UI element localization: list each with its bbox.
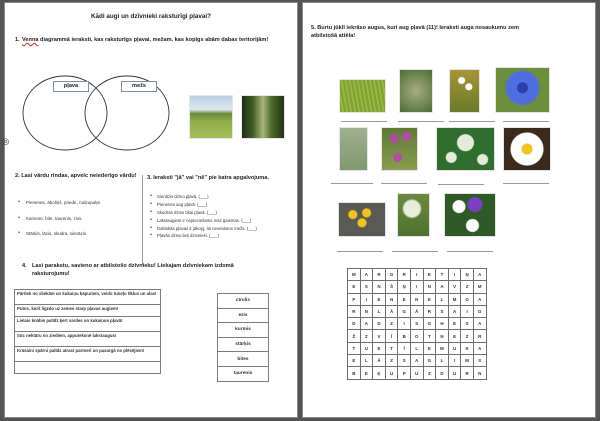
word-search-cell[interactable]: R [423, 305, 436, 317]
word-search-cell[interactable]: S [410, 318, 423, 330]
word-search-cell[interactable]: Ķ [373, 367, 386, 379]
word-search-cell[interactable]: B [348, 367, 361, 379]
word-search-cell[interactable]: R [398, 269, 411, 281]
clip-icon[interactable]: ⦾ [2, 137, 10, 147]
word-search-cell[interactable]: N [473, 367, 486, 379]
word-search-cell[interactable]: Ž [348, 330, 361, 342]
answer-line[interactable] [503, 183, 549, 184]
word-search-cell[interactable]: T [423, 330, 436, 342]
word-search-cell[interactable]: I [448, 269, 461, 281]
list-item: • Dabiskās pļavas ir jākopj, lai neveidotos mežs. (___) [149, 225, 294, 233]
word-search-row [348, 293, 487, 305]
word-search-row [348, 367, 487, 379]
word-search-cell[interactable]: R [348, 305, 361, 317]
answer-line[interactable] [381, 183, 427, 184]
word-search-cell[interactable]: I [410, 281, 423, 293]
word-search-cell[interactable]: I [410, 269, 423, 281]
word-search-cell[interactable]: P [348, 293, 361, 305]
animal-cell[interactable]: bites [218, 352, 269, 367]
venn-diagram [13, 73, 193, 151]
word-search-cell[interactable]: D [473, 305, 486, 317]
word-search-cell[interactable]: T [385, 342, 398, 354]
word-search-cell[interactable]: M [461, 355, 474, 367]
word-search-cell[interactable]: N [410, 293, 423, 305]
word-search-cell[interactable]: Ī [385, 330, 398, 342]
word-search-cell[interactable]: Z [385, 318, 398, 330]
list-item: • Pienenes aug pļavā. (___) [149, 201, 294, 209]
list-item: • Pienenes, āboliņš, priede, rudzupuķe. [17, 200, 137, 216]
word-search-cell[interactable]: Z [461, 330, 474, 342]
spellcheck-word: Venna [22, 37, 39, 43]
word-search-cell[interactable]: Ā [385, 305, 398, 317]
word-search-cell[interactable]: Z [461, 281, 474, 293]
word-search-cell[interactable]: D [373, 318, 386, 330]
word-search-cell[interactable]: A [360, 269, 373, 281]
word-search-cell[interactable]: U [448, 367, 461, 379]
word-search-cell[interactable]: U [385, 367, 398, 379]
word-search-cell[interactable]: R [461, 367, 474, 379]
answer-line[interactable] [392, 251, 438, 252]
word-search-cell[interactable]: O [461, 293, 474, 305]
plant-photo-daisy [503, 127, 551, 171]
animal-cell[interactable]: kurmis [218, 323, 269, 338]
word-search-cell[interactable]: Ņ [398, 281, 411, 293]
word-search-cell[interactable]: B [398, 330, 411, 342]
list-item: • Skudras dzīvo tikai pļavā. (___) [149, 209, 294, 217]
word-search-cell[interactable]: A [473, 342, 486, 354]
word-search-cell[interactable]: S [360, 281, 373, 293]
word-search-cell[interactable]: I [360, 293, 373, 305]
word-search-cell[interactable]: E [423, 269, 436, 281]
word-search-cell[interactable]: O [410, 330, 423, 342]
plant-photo-bellflower [444, 193, 496, 237]
word-search-cell[interactable]: E [423, 342, 436, 354]
answer-line[interactable] [438, 184, 484, 185]
plant-photo-white-small-flowers [449, 69, 480, 113]
word-search-cell[interactable]: G [398, 305, 411, 317]
word-search-cell[interactable]: R [473, 330, 486, 342]
worksheet-page-right [303, 3, 595, 417]
word-search-cell[interactable]: M [473, 281, 486, 293]
word-search-cell[interactable]: E [373, 293, 386, 305]
word-search-cell[interactable]: G [423, 355, 436, 367]
answer-line[interactable] [447, 251, 493, 252]
answer-line[interactable] [449, 121, 495, 122]
word-search-cell[interactable]: Z [423, 367, 436, 379]
plant-photo-yellow-flowers [338, 202, 386, 237]
word-search-cell[interactable]: L [360, 355, 373, 367]
list-item: • Pļavās dzīvo lieli dzīvnieki. (___) [149, 232, 294, 240]
word-search-cell[interactable]: E [373, 342, 386, 354]
description-cell[interactable]: Krāsaini spārni palīdz atrast partneri un pasargā no plēsējiem! [15, 347, 161, 362]
word-search-cell[interactable]: V [448, 281, 461, 293]
word-search-cell[interactable]: Z [385, 355, 398, 367]
word-search-cell[interactable]: A [436, 281, 449, 293]
task2-heading: 2. Lasi vārdu rindas, apvelc neiederīgo vārdu! [15, 173, 137, 179]
word-search-cell[interactable]: A [410, 355, 423, 367]
word-search-cell[interactable]: I [448, 355, 461, 367]
plant-photo-wormwood [339, 127, 368, 171]
word-search-cell[interactable]: U [410, 367, 423, 379]
word-search-cell[interactable]: P [398, 367, 411, 379]
word-search-cell[interactable]: M [436, 342, 449, 354]
word-search-row [348, 281, 487, 293]
word-search-cell[interactable]: A [473, 269, 486, 281]
word-search-row [348, 269, 487, 281]
column-divider [142, 175, 143, 265]
description-cell-empty[interactable] [15, 362, 161, 374]
list-item: • Sienāzis dzīvo pļavā. (___) [149, 193, 294, 201]
word-search-cell[interactable]: H [436, 318, 449, 330]
word-search-cell[interactable]: A [448, 305, 461, 317]
descriptions-table [14, 289, 161, 374]
plant-photo-white-bedstraw [397, 193, 430, 237]
venn-label-meadow[interactable]: pļava [53, 81, 89, 92]
answer-line[interactable] [503, 121, 549, 122]
worksheet-page-left [2, 3, 297, 417]
task5-heading: 5. Burtu jūklī iekrāso augus, kuri aug pļavā (11)! Ieraksti auga nosaukumu zem atbilstošā attēla! [311, 25, 519, 39]
word-search-cell[interactable]: E [448, 318, 461, 330]
word-search-cell[interactable]: S [461, 318, 474, 330]
list-item: • Stārķis, lācis, skudra, sienāzis. [17, 231, 137, 247]
word-search-cell[interactable]: R [373, 269, 386, 281]
plant-photo-cornflower [495, 67, 550, 113]
word-search-cell[interactable]: I [398, 318, 411, 330]
word-search-cell[interactable]: N [360, 305, 373, 317]
word-search-cell[interactable]: N [423, 281, 436, 293]
animal-cell[interactable]: ezis [218, 308, 269, 323]
word-search-cell[interactable]: Š [385, 281, 398, 293]
animal-cell[interactable]: taurenis [218, 366, 269, 381]
word-search-cell[interactable]: Ņ [461, 269, 474, 281]
task2-list [17, 200, 137, 247]
word-search-row [348, 318, 487, 330]
list-item: • Lakstaugiem ir nepieciešams maz gaismas. (___) [149, 217, 294, 225]
task1-heading: 1. Venna diagrammā ieraksti, kas raksturīgs pļavai, mežam, kas kopīgs abām dabas teritorijām! [15, 37, 269, 43]
description-cell[interactable]: Putns, kurš ligzdo uz zemes starp pļavas augiem! [15, 305, 161, 317]
word-search-cell[interactable]: M [348, 269, 361, 281]
word-search-cell[interactable]: D [348, 318, 361, 330]
word-search-cell[interactable]: A [473, 293, 486, 305]
word-search-cell[interactable]: L [436, 293, 449, 305]
word-search-cell[interactable]: Ī [398, 342, 411, 354]
plant-photo-bentgrass [399, 69, 433, 113]
word-search-cell[interactable]: M [448, 293, 461, 305]
word-search-row [348, 355, 487, 367]
word-search-cell[interactable]: S [436, 305, 449, 317]
word-search-cell[interactable]: Z [360, 330, 373, 342]
plant-photo-grass [339, 79, 386, 113]
answer-line[interactable] [398, 121, 444, 122]
word-search-grid [347, 268, 487, 380]
word-search-cell[interactable]: I [461, 305, 474, 317]
word-search-row [348, 305, 487, 317]
task3-heading: 3. Ieraksti "jā" vai "nē" pie katra apgalvojuma. [147, 175, 269, 181]
word-search-cell[interactable]: E [360, 367, 373, 379]
answer-line[interactable] [331, 183, 373, 184]
word-search-cell[interactable]: A [360, 318, 373, 330]
word-search-cell[interactable]: E [448, 330, 461, 342]
description-cell[interactable]: Sūc nektāru no ziediem, apputeksnē lakstaugus! [15, 332, 161, 347]
animal-cell[interactable]: stārķis [218, 337, 269, 352]
venn-circles [13, 73, 193, 151]
word-search-cell[interactable]: D [436, 367, 449, 379]
venn-label-forest[interactable]: mežs [121, 81, 157, 92]
word-search-row [348, 342, 487, 354]
word-search-cell[interactable]: U [448, 342, 461, 354]
worksheet-title: Kādi augi un dzīvnieki raksturīgi pļavai? [90, 13, 212, 20]
word-search-cell[interactable]: E [423, 293, 436, 305]
word-search-cell[interactable]: T [436, 269, 449, 281]
description-cell[interactable]: Pārtiek no sliekām un kukaiņu kāpuriem, veido tuneļu tīklus un alas! [15, 290, 161, 305]
word-search-cell[interactable]: A [473, 318, 486, 330]
list-item: • Kamene, bite, taurenis, zivs. [17, 216, 137, 232]
word-search-cell[interactable]: Ā [410, 305, 423, 317]
word-search-cell[interactable]: G [385, 269, 398, 281]
word-search-cell[interactable]: N [373, 281, 386, 293]
task4-heading: 4. Lasi parakstu, savieno ar atbilstošo dzīvnieku! Liekajam dzīvniekam izdomā raksturojumu! [22, 263, 234, 277]
word-search-cell[interactable]: K [461, 342, 474, 354]
word-search-cell[interactable]: S [398, 355, 411, 367]
word-search-cell[interactable]: S [473, 355, 486, 367]
word-search-cell[interactable]: Ā [373, 355, 386, 367]
meadow-photo [189, 95, 233, 139]
description-cell[interactable]: Lielais knābis palīdz ķert vardes un kukaiņus pļavā! [15, 317, 161, 332]
forest-photo [241, 95, 285, 139]
word-search-cell[interactable]: U [360, 342, 373, 354]
word-search-cell[interactable]: L [410, 342, 423, 354]
word-search-cell[interactable]: E [348, 281, 361, 293]
word-search-cell[interactable]: G [423, 318, 436, 330]
word-search-cell[interactable]: N [385, 293, 398, 305]
word-search-cell[interactable]: L [436, 355, 449, 367]
word-search-row [348, 330, 487, 342]
word-search-cell[interactable]: V [373, 330, 386, 342]
word-search-cell[interactable]: E [398, 293, 411, 305]
animals-table [217, 293, 269, 382]
word-search-cell[interactable]: E [348, 355, 361, 367]
plant-photo-cow-parsley [436, 127, 495, 171]
word-search-cell[interactable]: T [348, 342, 361, 354]
word-search-cell[interactable]: L [373, 305, 386, 317]
animal-cell[interactable]: cīrulis [218, 294, 269, 309]
answer-line[interactable] [337, 251, 383, 252]
task3-list [149, 193, 294, 240]
word-search-cell[interactable]: N [436, 330, 449, 342]
plant-photo-thistle [381, 127, 418, 171]
answer-line[interactable] [341, 121, 387, 122]
